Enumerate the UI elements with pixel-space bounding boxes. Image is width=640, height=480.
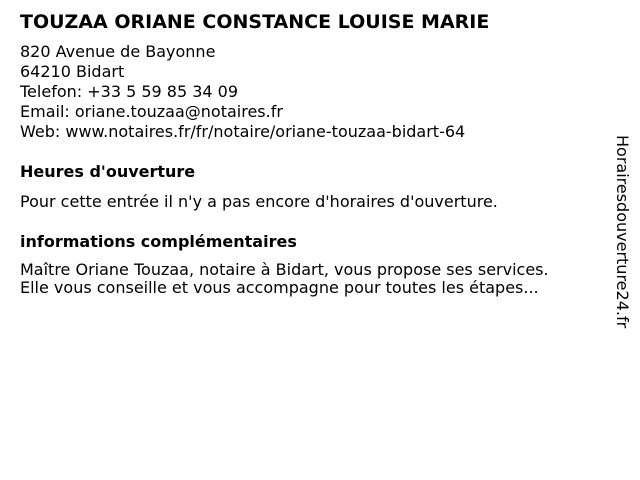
additional-info-line2: Elle vous conseille et vous accompagne pour toutes les étapes... [20, 278, 539, 297]
opening-hours-heading: Heures d'ouverture [20, 162, 196, 181]
email-address[interactable]: Email: oriane.touzaa@notaires.fr [20, 102, 283, 121]
additional-info-line1: Maître Oriane Touzaa, notaire à Bidart, vous propose ses services. [20, 260, 549, 279]
website-link[interactable]: Web: www.notaires.fr/fr/notaire/oriane-touzaa-bidart-64 [20, 122, 466, 141]
additional-info-heading: informations complémentaires [20, 232, 297, 251]
phone-number[interactable]: Telefon: +33 5 59 85 34 09 [20, 82, 239, 101]
business-name: TOUZAA ORIANE CONSTANCE LOUISE MARIE [20, 11, 490, 33]
site-brand-vertical: Horairesdouverture24.fr [613, 135, 632, 329]
city-postcode: 64210 Bidart [20, 62, 125, 81]
contact-block [20, 42, 592, 142]
street-address: 820 Avenue de Bayonne [20, 42, 216, 61]
opening-hours-text: Pour cette entrée il n'y a pas encore d'horaires d'ouverture. [20, 192, 498, 211]
business-listing [20, 10, 592, 298]
